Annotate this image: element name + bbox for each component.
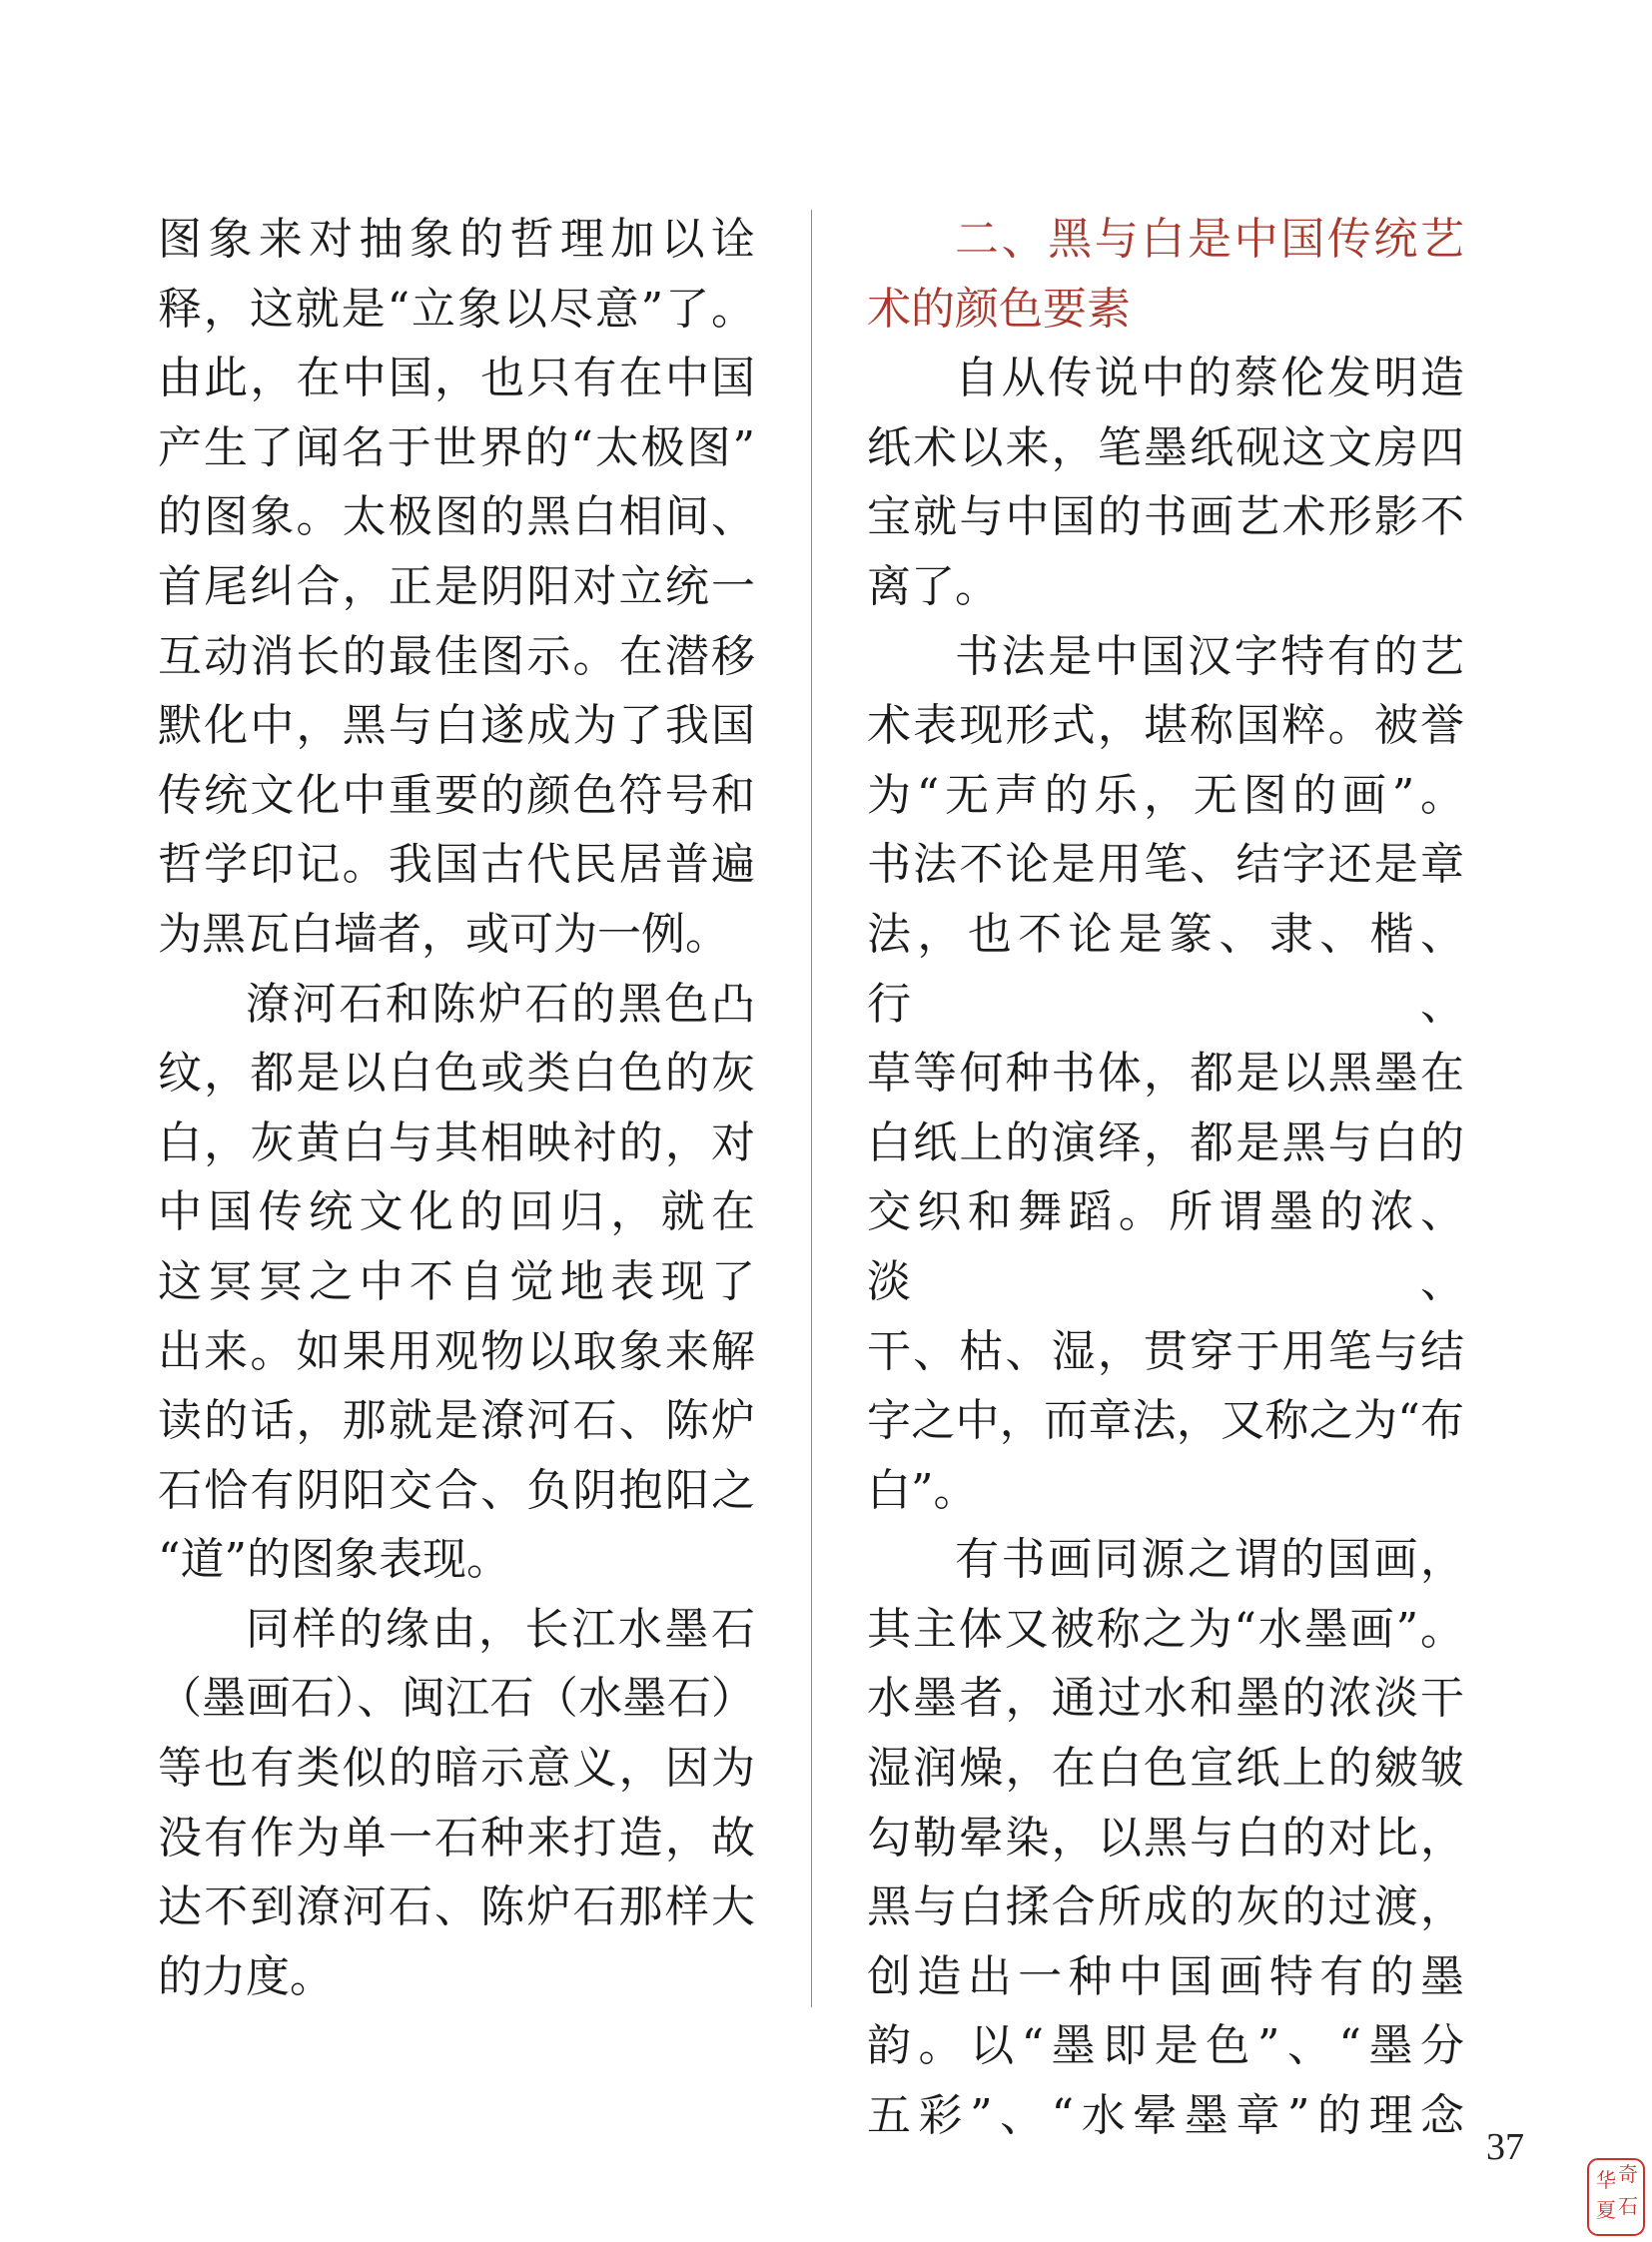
text-line: （墨画石）、闽江石（水墨石）: [158, 1673, 755, 1725]
text-line: 创造出一种中国画特有的墨: [867, 1950, 1464, 2002]
section-heading: 二、黑与白是中国传统艺: [955, 214, 1464, 265]
text-line: 释，这就是“立象以尽意”了。: [158, 283, 755, 335]
text-line: 首尾纠合，正是阴阳对立统一: [158, 560, 755, 612]
watermark-char: 奇: [1618, 2162, 1638, 2186]
text-line: 互动消长的最佳图示。在潜移: [158, 630, 755, 682]
text-line: 哲学印记。我国古代民居普遍: [158, 839, 755, 891]
text-line: 其主体又被称之为“水墨画”。: [867, 1603, 1464, 1655]
text-line: 出来。如果用观物以取象来解: [158, 1325, 755, 1377]
text-line: 干、枯、湿，贯穿于用笔与结: [867, 1325, 1464, 1377]
text-line: 湿润燥，在白色宣纸上的皴皱: [867, 1743, 1464, 1795]
text-line: 书法是中国汉字特有的艺: [955, 630, 1464, 682]
text-line: 读的话，那就是潦河石、陈炉: [158, 1395, 755, 1447]
text-line: 宝就与中国的书画艺术形影不: [867, 491, 1464, 543]
watermark-char: 石: [1618, 2194, 1638, 2218]
text-line: 五彩”、“水晕墨章”的理念: [867, 2090, 1464, 2142]
text-line: 交织和舞蹈。所谓墨的浓、淡、: [867, 1186, 1464, 1307]
watermark-char: 夏: [1596, 2198, 1616, 2222]
text-line: 白纸上的演绎，都是黑与白的: [867, 1117, 1464, 1168]
text-line: 勾勒晕染，以黑与白的对比，: [867, 1812, 1464, 1864]
text-line: 白，灰黄白与其相映衬的，对: [158, 1117, 755, 1168]
right-column: [867, 205, 1464, 2151]
text-line: 草等何种书体，都是以黑墨在: [867, 1048, 1464, 1100]
text-line: 石恰有阴阳交合、负阴抱阳之: [158, 1464, 755, 1516]
text-line: 中国传统文化的回归，就在: [158, 1186, 755, 1238]
text-line: 自从传说中的蔡伦发明造: [955, 353, 1464, 404]
text-line: 字之中，而章法，又称之为“布: [867, 1395, 1464, 1447]
column-divider: [811, 210, 812, 2007]
text-line: 法，也不论是篆、隶、楷、行、: [867, 908, 1464, 1030]
text-line: 产生了闻名于世界的“太极图”: [158, 421, 755, 473]
watermark-char: 华: [1596, 2168, 1616, 2192]
left-column: [158, 205, 755, 2011]
text-line: 黑与白揉合所成的灰的过渡，: [867, 1881, 1464, 1933]
text-line: 离了。: [867, 560, 999, 612]
text-line: 由此，在中国，也只有在中国: [158, 353, 755, 404]
text-line: 的图象。太极图的黑白相间、: [158, 491, 755, 543]
text-line: 为“无声的乐，无图的画”。: [867, 769, 1464, 821]
text-line: 的力度。: [158, 1950, 334, 2002]
text-line: 没有作为单一石种来打造，故: [158, 1812, 755, 1864]
text-line: “道”的图象表现。: [158, 1534, 510, 1586]
text-line: 纹，都是以白色或类白色的灰: [158, 1048, 755, 1100]
text-line: 等也有类似的暗示意义，因为: [158, 1743, 755, 1795]
text-line: 图象来对抽象的哲理加以诠: [158, 214, 755, 265]
text-line: 潦河石和陈炉石的黑色凸: [246, 978, 755, 1030]
text-line: 达不到潦河石、陈炉石那样大: [158, 1881, 755, 1933]
text-line: 传统文化中重要的颜色符号和: [158, 769, 755, 821]
text-line: 水墨者，通过水和墨的浓淡干: [867, 1673, 1464, 1725]
text-line: 有书画同源之谓的国画，: [955, 1534, 1464, 1586]
text-line: 韵。以“墨即是色”、“墨分: [867, 2020, 1464, 2072]
text-line: 白”。: [867, 1464, 978, 1516]
text-line: 这冥冥之中不自觉地表现了: [158, 1255, 755, 1307]
text-line: 纸术以来，笔墨纸砚这文房四: [867, 421, 1464, 473]
text-line: 默化中，黑与白遂成为了我国: [158, 700, 755, 752]
text-line: 术表现形式，堪称国粹。被誉: [867, 700, 1464, 752]
watermark-logo: [1586, 2157, 1646, 2237]
text-line: 为黑瓦白墙者，或可为一例。: [158, 908, 729, 960]
section-heading: 术的颜色要素: [867, 283, 1131, 335]
text-line: 书法不论是用笔、结字还是章: [867, 839, 1464, 891]
text-line: 同样的缘由，长江水墨石: [246, 1603, 755, 1655]
page-number: 37: [1486, 2126, 1524, 2168]
